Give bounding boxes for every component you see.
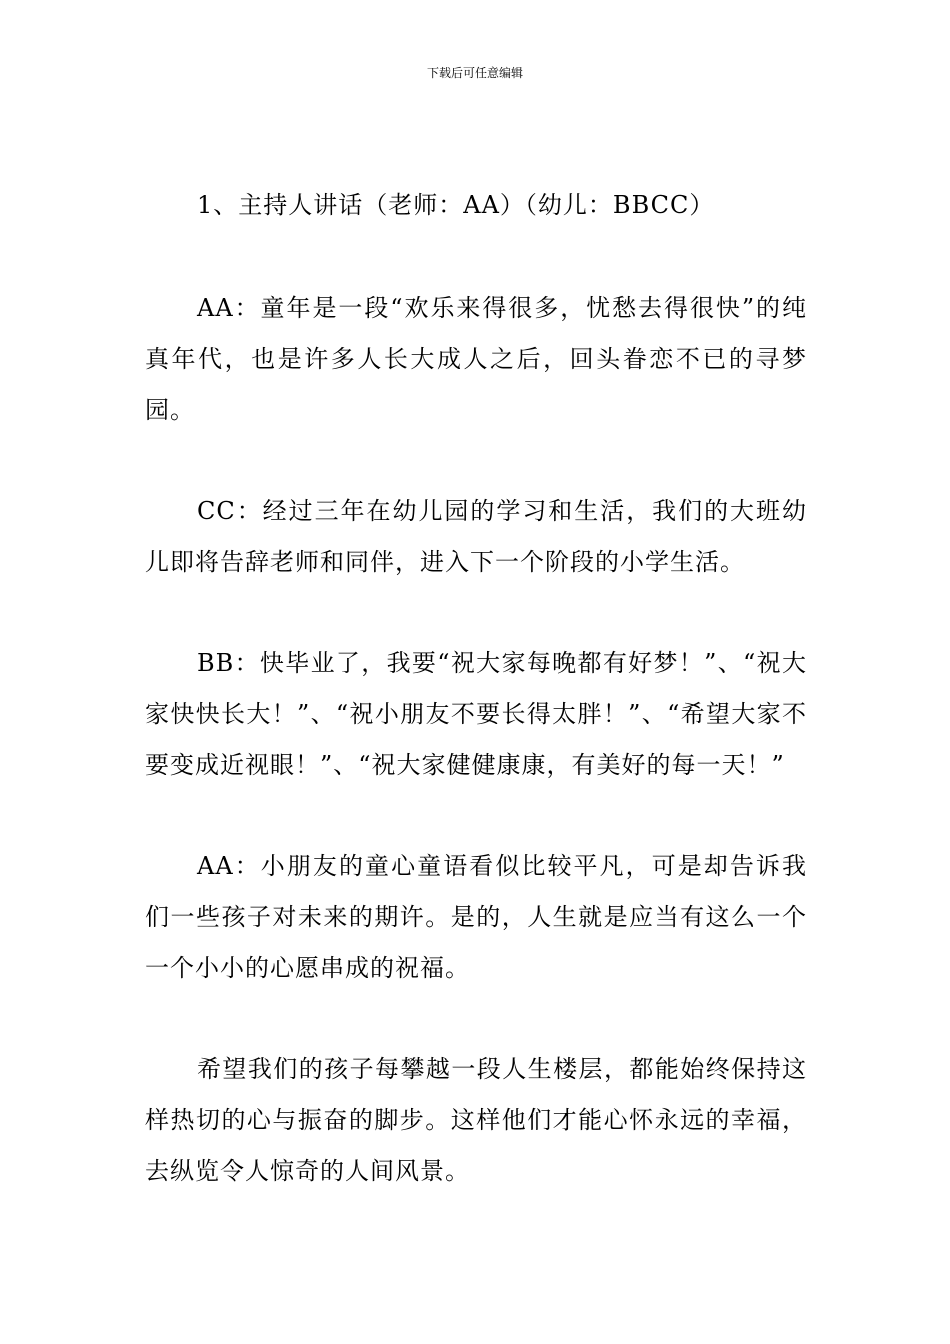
paragraph-cc: CC：经过三年在幼儿园的学习和生活，我们的大班幼儿即将告辞老师和同伴，进入下一个阶段的小学生活。 xyxy=(145,497,807,576)
document-body xyxy=(145,180,807,1247)
paragraph-closing: 希望我们的孩子每攀越一段人生楼层，都能始终保持这样热切的心与振奋的脚步。这样他们才能心怀永远的幸福，去纵览令人惊奇的人间风景。 xyxy=(145,1055,807,1185)
paragraph-aa-intro: AA：童年是一段“欢乐来得很多，忧愁去得很快”的纯真年代，也是许多人长大成人之后，回头眷恋不已的寻梦园。 xyxy=(145,294,807,424)
section-heading: 1、主持人讲话（老师：AA）（幼儿：BBCC） xyxy=(197,191,715,219)
paragraph-aa-response: AA：小朋友的童心童语看似比较平凡，可是却告诉我们一些孩子对未来的期许。是的，人生就是应当有这么一个一个小小的心愿串成的祝福。 xyxy=(145,852,807,982)
page-header: 下载后可任意编辑 xyxy=(426,66,523,80)
paragraph-bb: BB：快毕业了，我要“祝大家每晚都有好梦！”、“祝大家快快长大！”、“祝小朋友不要长得太胖！”、“希望大家不要变成近视眼！”、“祝大家健健康康，有美好的每一天！” xyxy=(145,649,807,779)
